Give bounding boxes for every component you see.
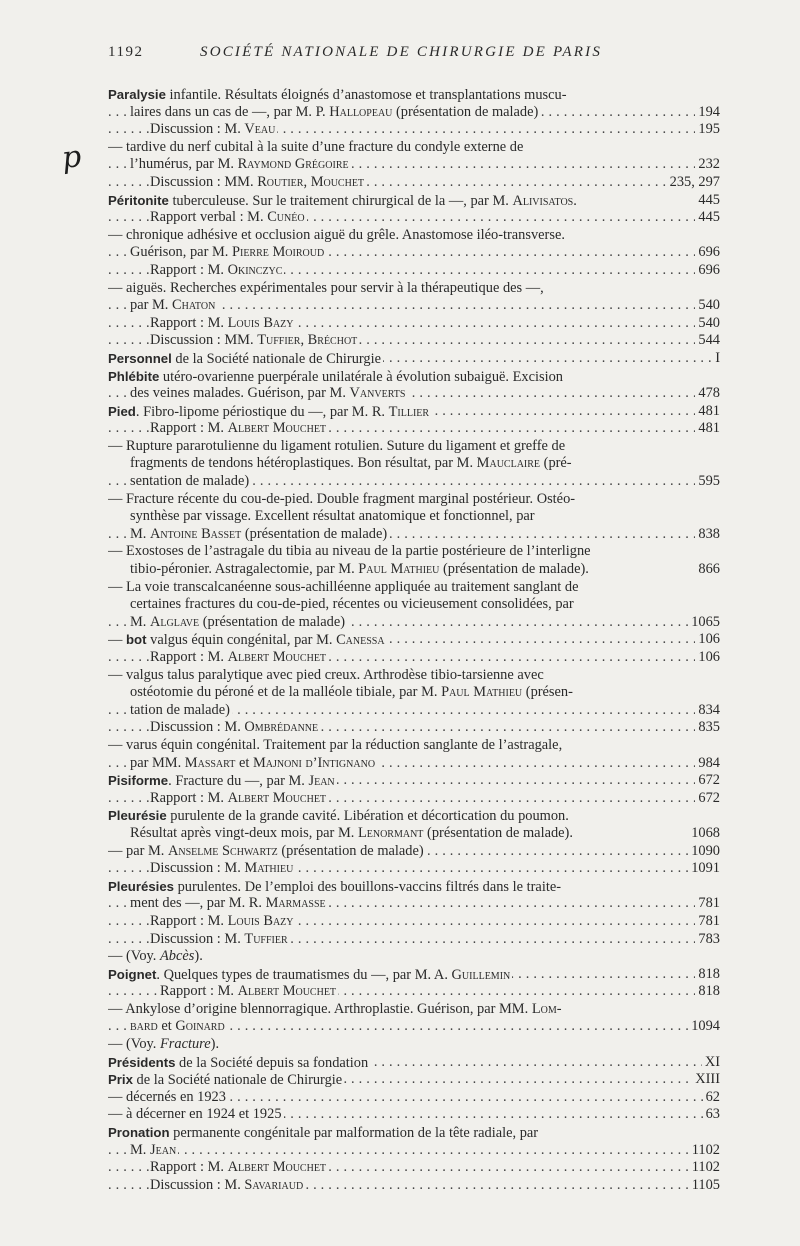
page-reference: 834: [695, 702, 720, 720]
index-line: [108, 1159, 720, 1177]
index-line: [108, 1089, 720, 1107]
index-line-text: synthèse par vissage. Excellent résultat anatomique et fonctionnel, par: [130, 508, 535, 525]
index-line: [108, 315, 720, 333]
index-line-text: — (Voy. Abcès).: [108, 948, 203, 965]
index-line: [108, 631, 720, 649]
index-line-text: certaines fractures du cou-de-pied, récentes ou vicieusement consolidées, par: [130, 596, 574, 613]
page-reference: 818: [695, 966, 720, 984]
index-line: [108, 649, 720, 667]
page-reference: 1091: [688, 860, 720, 878]
index-line-text: — valgus talus paralytique avec pied creux. Arthrodèse tibio-tarsienne avec: [108, 666, 544, 683]
index-line: [108, 368, 720, 386]
index-keyword: Phlébite: [108, 368, 160, 384]
index-line-text: — Fracture récente du cou-de-pied. Double fragment marginal postérieur. Ostéo-: [108, 490, 576, 507]
index-line-text: Rapport verbal : M. Cunéo: [150, 209, 305, 226]
index-keyword: Personnel: [108, 350, 172, 366]
index-line-text: Pied. Fibro-lipome périostique du —, par M. R. Tillier: [108, 403, 430, 420]
index-line-text: — Ankylose d’origine blennorragique. Arthroplastie. Guérison, par MM. Lom-: [108, 1000, 562, 1017]
index-line-text: Poignet. Quelques types de traumatismes du —, par M. A. Guillemin: [108, 966, 511, 983]
index-keyword: Paralysie: [108, 87, 166, 102]
running-header: [108, 44, 688, 64]
index-line-text: — (Voy. Fracture).: [108, 1036, 220, 1053]
page-reference: 866: [695, 561, 720, 579]
index-line-text: Rapport : M. Albert Mouchet: [150, 420, 327, 437]
index-line: [108, 702, 720, 720]
index-line-text: — Exostoses de l’astragale du tibia au niveau de la partie postérieure de l’interligne: [108, 543, 591, 560]
index-line: [108, 561, 720, 579]
index-line: [108, 790, 720, 808]
index-line-text: Guérison, par M. Pierre Moiroud: [130, 244, 325, 261]
index-line: [108, 895, 720, 913]
index-line: [108, 192, 720, 210]
index-line-text: Pleurésie purulente de la grande cavité. Libération et décortication du poumon.: [108, 808, 569, 825]
index-line-text: Rapport : M. Okinczyc: [150, 261, 283, 278]
index-line-text: laires dans un cas de —, par M. P. Hallopeau (présentation de malade): [130, 103, 539, 120]
index-line-text: — aiguës. Recherches expérimentales pour servir à la thérapeutique des —,: [108, 279, 544, 296]
index-line-text: par M. Chaton: [130, 297, 216, 314]
page-reference: 481: [695, 403, 720, 421]
page-reference: 194: [695, 104, 720, 122]
page-reference: 696: [695, 244, 720, 262]
index-keyword: Pleurésie: [108, 808, 167, 824]
index-line-text: Pronation permanente congénitale par malformation de la tête radiale, par: [108, 1125, 539, 1142]
index-line-text: Discussion : M. Veau: [150, 121, 276, 138]
index-line: [108, 455, 720, 473]
index-keyword: Pronation: [108, 1125, 170, 1141]
index-line-text: — varus équin congénital. Traitement par la réduction sanglante de l’astragale,: [108, 736, 563, 753]
index-line-text: bard et Goinard: [130, 1018, 225, 1035]
page-reference: 445: [695, 209, 720, 227]
page-reference: 838: [695, 526, 720, 544]
index-line-text: des veines malades. Guérison, par M. Vanverts: [130, 385, 406, 402]
index-line-text: — décernés en 1923: [108, 1088, 226, 1105]
page-reference: 1094: [688, 1018, 720, 1036]
index-line: [108, 596, 720, 614]
page-reference: 1068: [688, 825, 720, 843]
index-line-text: Pisiforme. Fracture du —, par M. Jean: [108, 773, 335, 790]
index-line: [108, 262, 720, 280]
page-reference: 672: [695, 772, 720, 790]
index-line: [108, 1071, 720, 1089]
index-line: [108, 174, 720, 192]
page-reference: 1102: [689, 1142, 720, 1160]
index-line: [108, 244, 720, 262]
page-reference: 235, 297: [667, 174, 720, 192]
index-line-text: Discussion : M. Mathieu: [150, 860, 294, 877]
index-line: [108, 1106, 720, 1124]
index-line: [108, 948, 720, 966]
index-line: [108, 86, 720, 104]
index-line: [108, 772, 720, 790]
page-reference: 672: [695, 790, 720, 808]
index-line: [108, 473, 720, 491]
index-line: [108, 684, 720, 702]
index-line-text: Discussion : M. Savariaud: [150, 1176, 304, 1193]
page-reference: 232: [695, 156, 720, 174]
index-line: [108, 332, 720, 350]
index-keyword: Prix: [108, 1072, 133, 1088]
index-line-text: Discussion : M. Tuffier: [150, 930, 288, 947]
index-line-text: Discussion : M. Ombrédanne: [150, 719, 319, 736]
index-line: [108, 1142, 720, 1160]
index-line: [108, 209, 720, 227]
handwritten-margin-mark: p: [60, 139, 83, 176]
index-line: [108, 543, 720, 561]
index-line: [108, 737, 720, 755]
index-line: [108, 227, 720, 245]
index-line: [108, 1054, 720, 1072]
index-line-text: M. Antoine Basset (présentation de malade): [130, 525, 388, 542]
index-line-text: — La voie transcalcanéenne sous-achilléenne appliquée au traitement sanglant de: [108, 578, 579, 595]
index-line-text: ostéotomie du péroné et de la malléole tibiale, par M. Paul Mathieu (présen-: [130, 684, 573, 701]
index-line-text: M. Alglave (présentation de malade): [130, 613, 346, 630]
index-line: [108, 579, 720, 597]
index-line: [108, 350, 720, 368]
index-line: [108, 139, 720, 157]
index-line: [108, 843, 720, 861]
page-reference: 62: [703, 1089, 720, 1107]
index-line-text: — chronique adhésive et occlusion aiguë du grêle. Anastomose iléo-transverse.: [108, 226, 565, 243]
index-line: [108, 438, 720, 456]
index-line-text: — à décerner en 1924 et 1925: [108, 1106, 282, 1123]
index-line-text: Discussion : MM. Routier, Mouchet: [150, 173, 365, 190]
index-line-text: par MM. Massart et Majnoni d’Intignano: [130, 754, 376, 771]
index-line-text: Rapport : M. Albert Mouchet: [160, 983, 337, 1000]
page-reference: 1102: [689, 1159, 720, 1177]
page-reference: 544: [695, 332, 720, 350]
index-line-text: Rapport : M. Albert Mouchet: [150, 649, 327, 665]
page-reference: 481: [695, 420, 720, 438]
index-line: [108, 1018, 720, 1036]
index-line: [108, 931, 720, 949]
index-line: [108, 491, 720, 509]
index-line-text: sentation de malade): [130, 473, 250, 490]
page-reference: 106: [695, 649, 720, 667]
index-line: [108, 104, 720, 122]
index-line-text: tibio-péronier. Astragalectomie, par M. Paul Mathieu (présentation de malade).: [130, 561, 589, 578]
page-reference: 1105: [689, 1177, 720, 1195]
index-entries: [108, 86, 720, 1194]
index-line-text: Phlébite utéro-ovarienne puerpérale unilatérale à évolution subaiguë. Excision: [108, 368, 564, 385]
index-line: [108, 614, 720, 632]
index-line-text: Péritonite tuberculeuse. Sur le traitement chirurgical de la —, par M. Alivisatos.: [108, 192, 577, 209]
index-line-text: Pleurésies purulentes. De l’emploi des bouillons-vaccins filtrés dans le traite-: [108, 878, 561, 895]
page-reference: 781: [695, 895, 720, 913]
index-keyword: Pisiforme: [108, 773, 169, 789]
page-reference: I: [712, 350, 720, 368]
index-line: [108, 297, 720, 315]
index-line: [108, 966, 720, 984]
header-title: SOCIÉTÉ NATIONALE DE CHIRURGIE DE PARIS: [200, 44, 603, 60]
index-line: [108, 913, 720, 931]
index-keyword: Péritonite: [108, 192, 169, 208]
page-reference: 783: [695, 931, 720, 949]
page-reference: 540: [695, 315, 720, 333]
index-line-text: Rapport : M. Albert Mouchet: [150, 789, 327, 806]
index-line: [108, 667, 720, 685]
index-line-text: Paralysie infantile. Résultats éloignés d’anastomose et transplantations muscu-: [108, 87, 567, 103]
index-line-text: ment des —, par M. R. Marmasse: [130, 895, 326, 912]
index-line: [108, 280, 720, 298]
index-line: [108, 1001, 720, 1019]
index-line: [108, 420, 720, 438]
index-line: [108, 719, 720, 737]
page-reference: 478: [695, 385, 720, 403]
index-line-text: Rapport : M. Albert Mouchet: [150, 1159, 327, 1176]
index-keyword: Présidents: [108, 1054, 176, 1070]
index-line: [108, 983, 720, 1001]
page-reference: 696: [695, 262, 720, 280]
page-reference: XI: [702, 1054, 720, 1072]
index-line-text: Personnel de la Société nationale de Chirurgie: [108, 350, 382, 367]
index-line: [108, 156, 720, 174]
page-reference: 445: [695, 192, 720, 210]
index-line: [108, 121, 720, 139]
page-reference: 1065: [688, 614, 720, 632]
index-line: [108, 1124, 720, 1142]
index-line-text: — bot valgus équin congénital, par M. Canessa: [108, 632, 385, 649]
index-line: [108, 807, 720, 825]
index-line-text: Résultat après vingt-deux mois, par M. Lenormant (présentation de malade).: [130, 824, 573, 841]
index-line-text: Présidents de la Société depuis sa fondation: [108, 1054, 369, 1071]
index-line: [108, 508, 720, 526]
index-line-text: Rapport : M. Louis Bazy: [150, 912, 294, 929]
page-reference: 984: [695, 755, 720, 773]
page-reference: 1090: [688, 843, 720, 861]
page-reference: 818: [695, 983, 720, 1001]
index-line: [108, 1177, 720, 1195]
page-reference: 835: [695, 719, 720, 737]
index-line: [108, 526, 720, 544]
index-line-text: — tardive du nerf cubital à la suite d’une fracture du condyle externe de: [108, 138, 524, 155]
index-keyword: Poignet: [108, 966, 157, 982]
index-line-text: tation de malade): [130, 701, 230, 718]
page-reference: 106: [695, 631, 720, 649]
page-reference: 540: [695, 297, 720, 315]
index-line: [108, 860, 720, 878]
index-line: [108, 1036, 720, 1054]
page-number: 1192: [108, 44, 144, 60]
index-line-text: Prix de la Société nationale de Chirurgie: [108, 1072, 343, 1089]
index-keyword: Pleurésies: [108, 878, 174, 894]
index-line: [108, 403, 720, 421]
page-reference: 63: [703, 1106, 720, 1124]
index-line-text: Rapport : M. Louis Bazy: [150, 314, 294, 331]
page-reference: 595: [695, 473, 720, 491]
page-reference: 781: [695, 913, 720, 931]
index-line: [108, 385, 720, 403]
index-line: [108, 878, 720, 896]
index-line-text: — Rupture pararotulienne du ligament rotulien. Suture du ligament et greffe de: [108, 437, 566, 454]
page-reference: 195: [695, 121, 720, 139]
index-line-text: fragments de tendons hétéroplastiques. Bon résultat, par M. Mauclaire (pré-: [130, 455, 572, 472]
page-reference: XIII: [692, 1071, 720, 1089]
index-line: [108, 755, 720, 773]
index-line: [108, 825, 720, 843]
index-line-text: — par M. Anselme Schwartz (présentation de malade): [108, 842, 424, 859]
index-line-text: Discussion : MM. Tuffier, Bréchot: [150, 332, 358, 349]
index-line-text: l’humérus, par M. Raymond Grégoire: [130, 156, 349, 173]
index-line-text: M. Jean: [130, 1141, 177, 1158]
index-keyword: Pied: [108, 403, 136, 419]
